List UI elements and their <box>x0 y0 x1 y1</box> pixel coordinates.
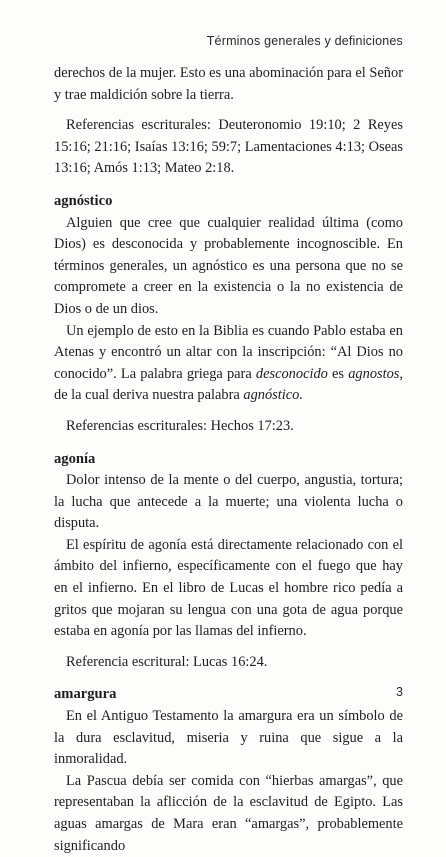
agnostico-example-text-c: de la cual deriva nuestra palabra <box>54 387 244 404</box>
agnostico-italic-agnostos: agnostos, <box>348 365 404 382</box>
agonia-references: Referencia escritural: Lucas 16:24. <box>66 653 268 670</box>
agnostico-italic-agnostico: agnóstico. <box>243 387 303 404</box>
entry-term-agnostico: agnóstico <box>54 192 113 209</box>
continuation-references: Referencias escriturales: Deuteronomio 19:10; 2 Reyes 15:16; 21:16; Isaías 13:16; 59:7; Lamentaciones 4:13; Oseas 13:16; Amós 1:13; Mateo 2:18. <box>54 117 403 177</box>
page-body <box>54 63 403 857</box>
entry-term-agonia: agonía <box>54 450 96 467</box>
agonia-definition: Dolor intenso de la mente o del cuerpo, angustia, tortura; la lucha que antecede a la muerte; una violenta lucha o disputa. <box>54 472 403 532</box>
running-header: Términos generales y definiciones <box>206 34 403 48</box>
agnostico-definition: Alguien que cree que cualquier realidad última (como Dios) es desconocida y probablemente incognoscible. En términos generales, un agnóstico es una persona que no se compromete a creer en la existencia o la no existencia de Dios o de un dios. <box>54 214 403 317</box>
agnostico-example-text-b: es <box>327 365 349 382</box>
agnostico-example-text-a: Un ejemplo de esto en la Biblia es cuando Pablo estaba en Atenas y encontró un altar con la inscripción: “Al Dios no conocido”. La palabra griega para <box>54 322 403 382</box>
agnostico-italic-desconocido: desconocido <box>255 365 328 382</box>
agnostico-example <box>54 321 403 407</box>
entry-term-amargura: amargura <box>54 686 117 703</box>
continuation-paragraph: derechos de la mujer. Esto es una abominación para el Señor y trae maldición sobre la tierra. <box>54 65 403 103</box>
page-number: 3 <box>396 685 403 699</box>
agonia-explanation: El espíritu de agonía está directamente relacionado con el ámbito del infierno, específicamente con el fuego que hay en el infierno. En el libro de Lucas el hombre rico pedía a gritos que mojaran su lengua con una gota de agua porque estaba en agonía por las llamas del infierno. <box>54 536 403 640</box>
amargura-explanation: La Pascua debía ser comida con “hierbas amargas”, que representaban la aflicción de la esclavitud de Egipto. Las aguas amargas de Mara eran “amargas”, probablemente significando <box>54 772 403 854</box>
amargura-definition: En el Antiguo Testamento la amargura era un símbolo de la dura esclavitud, miseria y ruina que sigue a la inmoralidad. <box>54 708 403 768</box>
agnostico-references: Referencias escriturales: Hechos 17:23. <box>66 417 294 434</box>
